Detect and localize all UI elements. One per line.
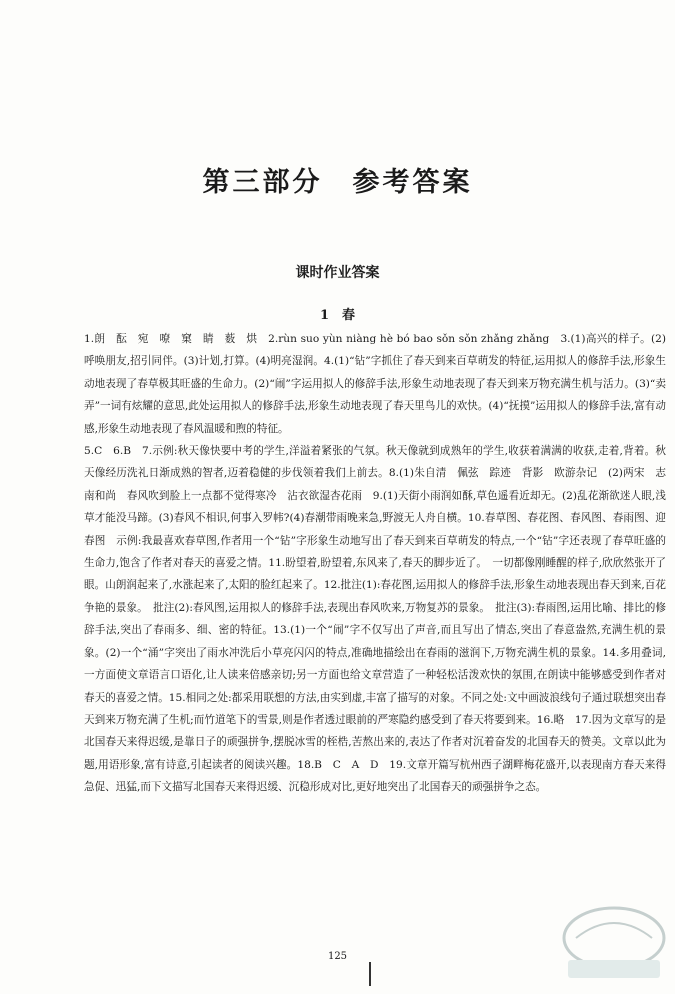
answer-paragraph: 1.朗 酝 宛 嘹 窠 睛 薮 烘 2.rùn suo yùn niàng hè bó bao sǒn sǒn zhǎng zhǎng 3.(1)高兴的样子。(2)呼唤朋友,招引同伴。(3)计划,打算。(4)明亮湿润。4.(1)“钻”字抓住了春天到来百草萌发的特征,运用拟人的修辞手法,形象生动地表现了春草极其旺盛的生命力。(2)“闹”字运用拟人的修辞手法,形象生动地表现了春天到来万物充满生机与活力。(3)“卖弄”一词有炫耀的意思,此处运用拟人的修辞手法,形象生动地表现了春天里鸟儿的欢快。(4)“抚摸”运用拟人的修辞手法,富有动感,形象生动地表现了春风温暖和煦的特征。: [84, 333, 666, 435]
page-title: 第三部分 参考答案: [202, 167, 473, 198]
page-number: 125: [327, 951, 348, 962]
section-title: 课时作业答案: [295, 265, 380, 281]
watermark-logo-icon: [558, 900, 670, 986]
page-mark: [369, 962, 371, 986]
answer-text: [84, 328, 666, 799]
answer-paragraph: 5.C 6.B 7.示例:秋天像快要中考的学生,洋溢着紧张的气氛。秋天像就到成熟年的学生,收获着满满的收获,走着,背着。秋天像经历洗礼日渐成熟的智者,迈着稳健的步伐领着我们上前去。8.(1)朱自清 佩弦 踪迹 背影 欧游杂记 (2)两宋 志南和尚 春风吹到脸上一点都不觉得寒冷 沾衣欲湿杏花雨 9.(1)天街小雨润如酥,草色遥看近却无。(2)乱花渐欲迷人眼,浅草才能没马蹄。(3)春风不相识,何事入罗帏?(4)春潮带雨晚来急,野渡无人舟自横。10.春草图、春花图、春风图、春雨图、迎春图 示例:我最喜欢春草图,作者用一个“钻”字形象生动地写出了春天到来百草萌发的特点,一个“钻”字还表现了春草旺盛的生命力,饱含了作者对春天的喜爱之情。11.盼望着,盼望着,东风来了,春天的脚步近了。 一切都像刚睡醒的样子,欣欣然张开了眼。山朗润起来了,水涨起来了,太阳的脸红起来了。12.批注(1):春花图,运用拟人的修辞手法,形象生动地表现出春天到来,百花争艳的景象。 批注(2):春风图,运用拟人的修辞手法,表现出春风吹来,万物复苏的景象。 批注(3):春雨图,运用比喻、排比的修辞手法,突出了春雨多、细、密的特征。13.(1)一个“闹”字不仅写出了声音,而且写出了情态,突出了春意盎然,充满生机的景象。(2)一个“涌”字突出了雨水冲洗后小草亮闪闪的特点,准确地描绘出在春雨的滋润下,万物充满生机的景象。14.多用叠词,一方面使文章语言口语化,让人读来倍感亲切;另一方面也给文章营造了一种轻松活泼欢快的氛围,在朗读中能够感受到作者对春天的喜爱之情。15.相同之处:都采用联想的方法,由实到虚,丰富了描写的对象。不同之处:文中画波浪线句子通过联想突出春天到来万物充满了生机;而竹道笔下的雪景,则是作者透过眼前的严寒隐约感受到了春天将要到来。16.略 17.因为文章写的是北国春天来得迟缓,是靠日子的顽强拼争,摆脱冰雪的桎梏,苦熬出来的,表达了作者对沉着奋发的北国春天的赞美。文章以此为题,用语形象,富有诗意,引起读者的阅读兴趣。18.B C A D 19.文章开篇写杭州西子湖畔梅花盛开,以表现南方春天来得急促、迅猛,而下文描写北国春天来得迟缓、沉稳形成对比,更好地突出了北国春天的顽强拼争之态。: [84, 445, 666, 794]
lesson-title: 1 春: [319, 308, 356, 323]
